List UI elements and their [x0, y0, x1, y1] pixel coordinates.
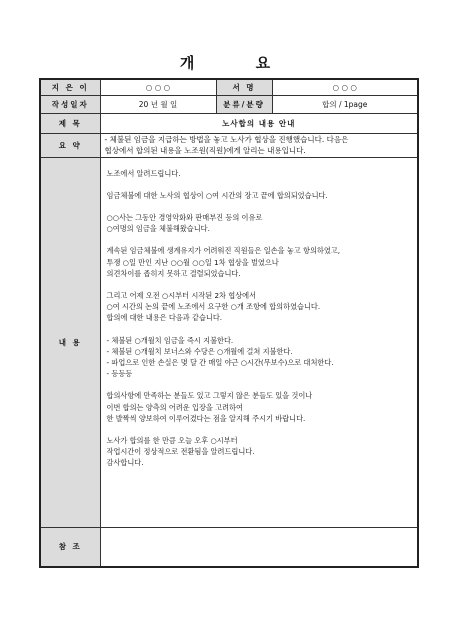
author-value: ○ ○ ○: [100, 79, 216, 95]
author-row: [40, 79, 418, 95]
reference-label: 참 조: [40, 527, 100, 567]
content-line: ○여명의 임금을 체불해왔습니다.: [106, 224, 210, 234]
subject-label: 제 목: [40, 113, 100, 133]
summary-form: [39, 78, 419, 568]
content-label: 내 용: [40, 157, 100, 527]
content-line: ○○사는 그동안 경영악화와 판매부진 등의 이유로: [106, 212, 263, 222]
content-line: - 체불된 ○개월치 보너스와 수당은 ○개월에 걸쳐 지불한다.: [106, 346, 293, 356]
content-line: - 체불된 ○개월치 임금을 즉시 지불한다.: [106, 335, 234, 345]
content-line: 노조에서 알려드립니다.: [106, 168, 181, 178]
category-label: 분류/분량: [216, 95, 272, 113]
content-line: 감사합니다.: [106, 458, 144, 468]
signature-label: 서 명: [216, 79, 272, 95]
content-line: - 파업으로 인한 손실은 몇 달 간 매일 야근 ○시간(무보수)으로 대처한다.: [106, 357, 334, 367]
signature-value: ○ ○ ○: [272, 79, 418, 95]
content-line: 작업시간이 정상적으로 전환됨을 알려드립니다.: [106, 447, 255, 457]
reference-row: [40, 527, 418, 567]
content-line: 투쟁 ○일 만인 지난 ○○월 ○○일 1차 협상을 벌였으나: [106, 257, 279, 267]
date-row: [40, 95, 418, 113]
content-body: [100, 157, 418, 527]
content-line: ○여 시간의 논의 끝에 노조에서 요구한 ○개 조항에 합의하였습니다.: [106, 302, 321, 312]
reference-value: [100, 527, 418, 567]
content-line: - 등등등: [106, 369, 133, 379]
summary-text: [100, 133, 418, 157]
summary-line: - 체불된 임금을 지급하는 방법을 놓고 노사가 협상을 진행했습니다. 다음은: [104, 135, 349, 144]
content-line: 그리고 어제 오전 ○시부터 시작된 2차 협상에서: [106, 290, 257, 300]
summary-label: 요 약: [40, 133, 100, 157]
content-line: 한 발짝씩 양보하여 이루어겼다는 점을 알지해 주시기 바랍니다.: [106, 413, 306, 423]
page-title: 개 요: [179, 54, 299, 72]
content-row: [40, 157, 418, 527]
summary-line: 협상에서 합의된 내용을 노조원(직원)에게 알리는 내용입니다.: [104, 146, 306, 155]
content-line: 이번 합의는 양측의 어려운 입장을 고려하여: [106, 402, 243, 412]
date-value: 20 년 월 일: [100, 95, 216, 113]
content-line: 임금체불에 대한 노사의 협상이 ○여 시간의 장고 끝에 합의되었습니다.: [106, 190, 328, 200]
content-line: 노사가 합의를 한 만큼 오늘 오후 ○시부터: [106, 435, 238, 445]
subject-value: 노사합의 내용 안내: [100, 113, 418, 133]
author-label: 지 은 이: [40, 79, 100, 95]
date-label: 작성일자: [40, 95, 100, 113]
summary-row: [40, 133, 418, 157]
content-line: 합의사항에 만족하는 분들도 있고 그렇지 않은 분들도 있을 것이나: [106, 391, 313, 401]
content-line: 의견차이를 좁히지 못하고 결렬되었습니다.: [106, 268, 241, 278]
category-value: 합의 / 1page: [272, 95, 418, 113]
subject-row: [40, 113, 418, 133]
content-line: 계속된 임금체불에 생계유지가 어려워진 직원들은 일손을 놓고 항의하였고,: [106, 246, 341, 256]
content-line: 합의에 대한 내용은 다음과 같습니다.: [106, 313, 223, 323]
